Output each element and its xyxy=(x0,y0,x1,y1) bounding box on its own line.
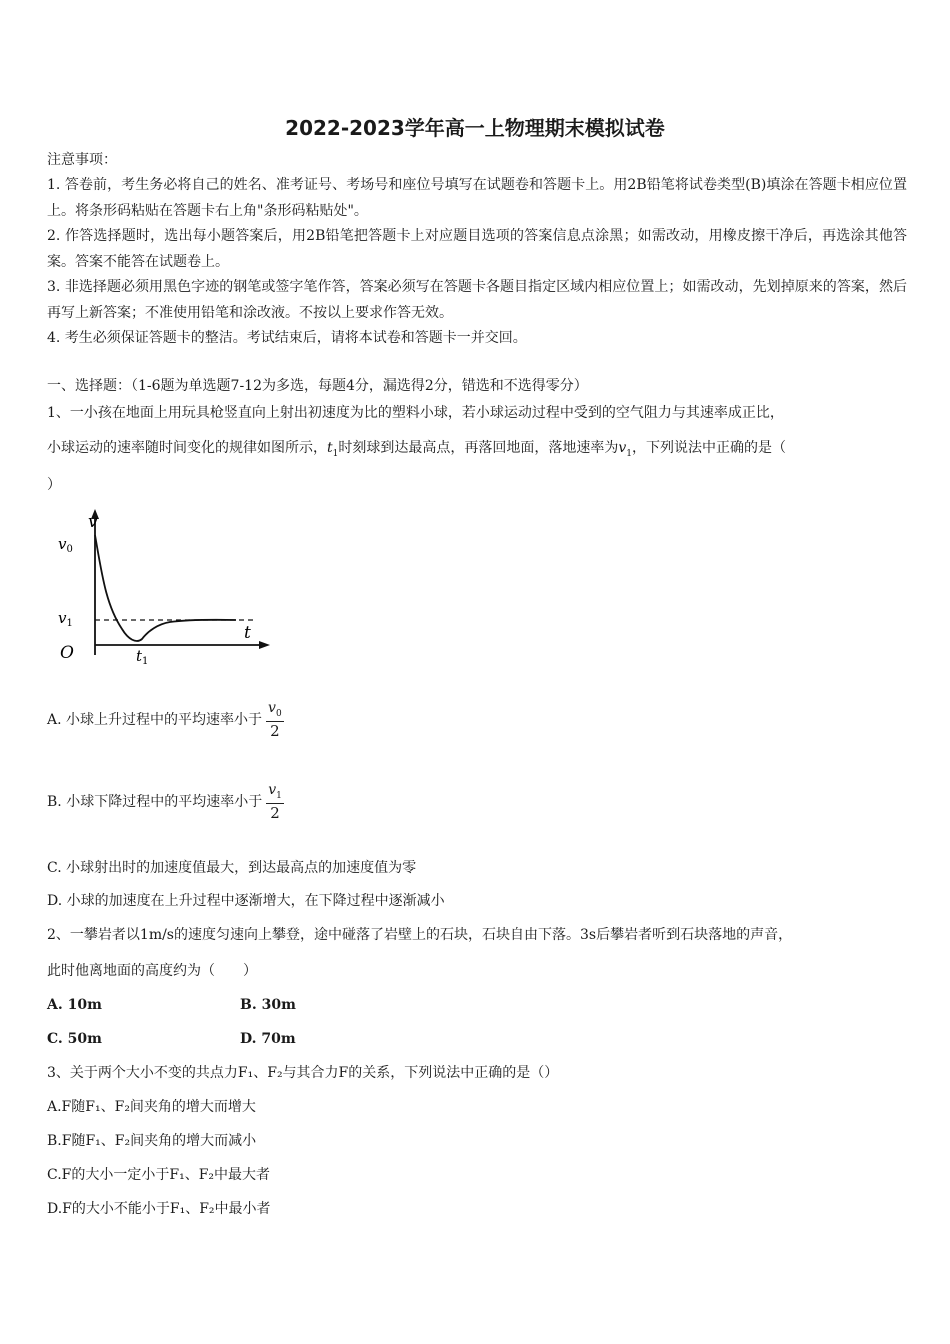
graph-t1-label: $t_1$ xyxy=(136,647,149,667)
q2-stem-line2: 此时他离地面的高度约为（ ） xyxy=(47,963,257,979)
q3-option-a: A.F随F₁、F₂间夹角的增大而增大 xyxy=(47,1099,256,1115)
q1-stem-line2: 小球运动的速率随时间变化的规律如图所示，$t_1$时刻球到达最高点，再落回地面，落地速率为$v_1$，下列说法中正确的是（ xyxy=(47,440,787,459)
q2-option-c: C. 50m xyxy=(47,1031,102,1047)
velocity-time-graph xyxy=(50,505,275,670)
fraction-v0-over-2: $\frac{v_0}{2}$ xyxy=(268,700,282,740)
notice-item-4: 4. 考生必须保证答题卡的整洁。考试结束后，请将本试卷和答题卡一并交回。 xyxy=(47,330,527,346)
graph-t-label: t xyxy=(244,623,251,643)
q3-option-b: B.F随F₁、F₂间夹角的增大而减小 xyxy=(47,1133,257,1149)
q3-option-c: C.F的大小一定小于F₁、F₂中最大者 xyxy=(47,1167,271,1183)
notice-heading: 注意事项： xyxy=(47,152,117,168)
q1-option-c: C. 小球射出时的加速度值最大，到达最高点的加速度值为零 xyxy=(47,860,417,876)
q2-option-b: B. 30m xyxy=(240,997,296,1013)
q2-option-d: D. 70m xyxy=(240,1031,296,1047)
page-title: 2022-2023学年高一上物理期末模拟试卷 xyxy=(285,116,665,140)
q1-stem-line1: 1、一小孩在地面上用玩具枪竖直向上射出初速度为比的塑料小球，若小球运动过程中受到的空气阻力与其速率成正比， xyxy=(47,405,784,421)
q3-stem: 3、关于两个大小不变的共点力F₁、F₂与其合力F的关系，下列说法中正确的是（） xyxy=(47,1065,559,1081)
q1-stem-line3: ） xyxy=(47,477,61,493)
graph-origin-label: O xyxy=(60,643,74,663)
graph-v1-label: $v_1$ xyxy=(58,609,73,629)
section-heading: 一、选择题：（1-6题为单选题7-12为多选，每题4分，漏选得2分，错选和不选得零分） xyxy=(47,378,588,394)
graph-t-arrow xyxy=(259,641,270,649)
q2-option-a: A. 10m xyxy=(47,997,102,1013)
q1-option-a: A. 小球上升过程中的平均速率小于 $\frac{v_0}{2}$ xyxy=(47,700,282,740)
notice-item-3: 3. 非选择题必须用黑色字迹的钢笔或签字笔作答，答案必须写在答题卡各题目指定区域内相应位置上；如需改动，先划掉原来的答案，然后再写上新答案；不准使用铅笔和涂改液。不按以上要求作答无效。 xyxy=(47,279,907,321)
graph-v0-label: $v_0$ xyxy=(58,535,73,555)
notice-item-1: 1. 答卷前，考生务必将自己的姓名、准考证号、考场号和座位号填写在试题卷和答题卡上。用2B铅笔将试卷类型(B)填涂在答题卡相应位置上。将条形码粘贴在答题卡右上角"条形码粘贴处"。 xyxy=(47,177,907,219)
graph-v-label: v xyxy=(88,512,98,532)
q1-option-b: B. 小球下降过程中的平均速率小于 $\frac{v_1}{2}$ xyxy=(47,782,282,822)
q3-option-d: D.F的大小不能小于F₁、F₂中最小者 xyxy=(47,1201,271,1217)
q2-stem-line1: 2、一攀岩者以1m/s的速度匀速向上攀登，途中碰落了岩壁上的石块，石块自由下落。3s后攀岩者听到石块落地的声音， xyxy=(47,927,793,943)
notice-item-2: 2. 作答选择题时，选出每小题答案后，用2B铅笔把答题卡上对应题目选项的答案信息点涂黑；如需改动，用橡皮擦干净后，再选涂其他答案。答案不能答在试题卷上。 xyxy=(47,228,907,270)
fraction-v1-over-2: $\frac{v_1}{2}$ xyxy=(268,782,282,822)
q1-option-d: D. 小球的加速度在上升过程中逐渐增大，在下降过程中逐渐减小 xyxy=(47,893,445,909)
graph-velocity-curve xyxy=(95,535,236,641)
